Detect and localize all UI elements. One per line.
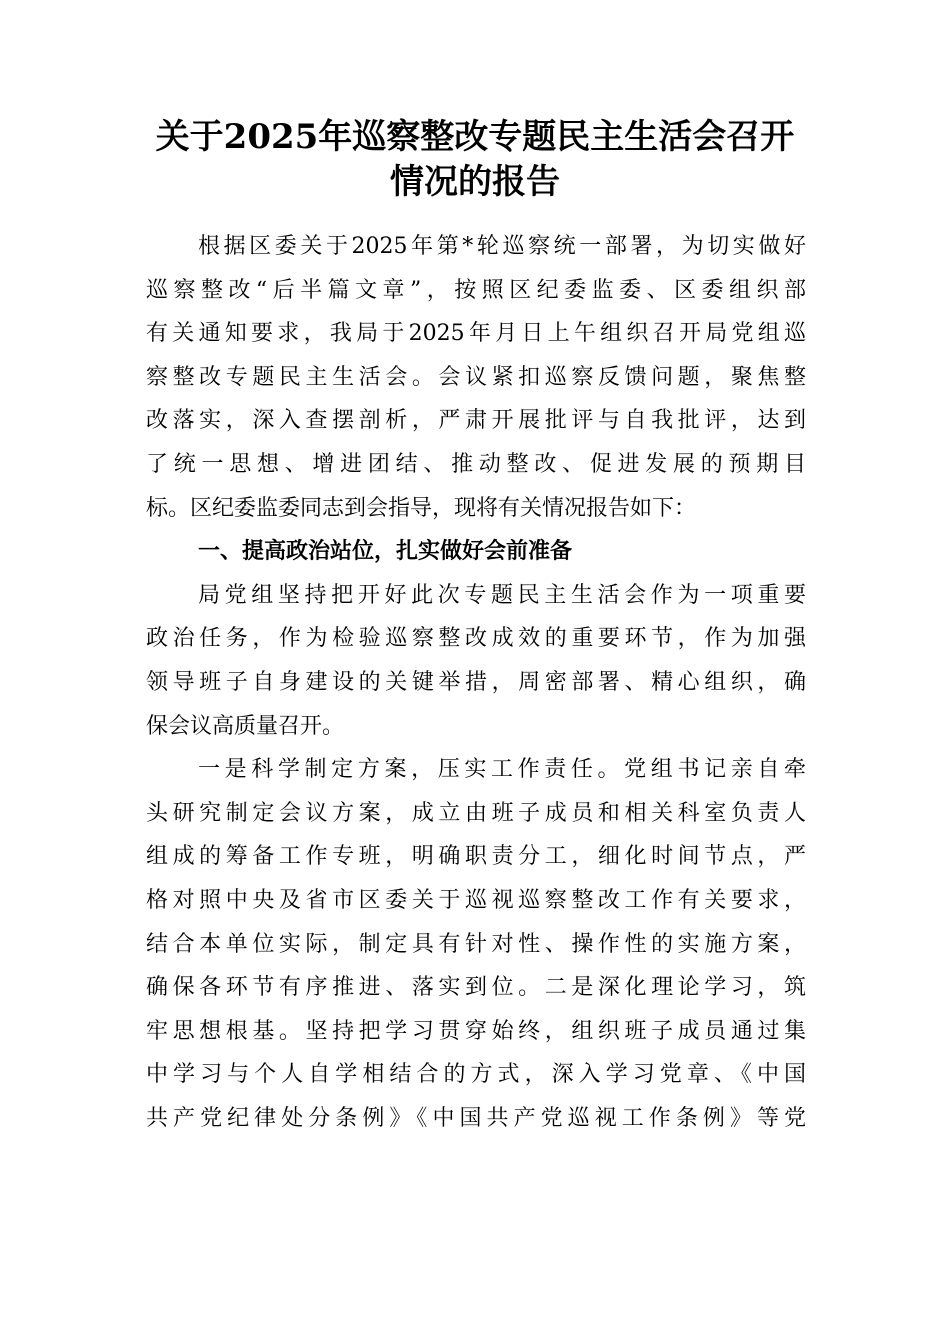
document-body [146,225,806,1140]
body-line: 局党组坚持把开好此次专题民主生活会作为一项重要 [198,582,806,608]
document-title-line-1: 关于2025年巡察整改专题民主生活会召开 [155,117,795,157]
paragraph-section-intro [146,574,806,748]
body-line: 领导班子自身建设的关键举措，周密部署、精心组织，确 [146,669,806,695]
body-line: 有关通知要求，我局于2025年月日上午组织召开局党组巡 [146,321,806,347]
body-line: 保会议高质量召开。 [146,713,345,739]
paragraph-measures [146,748,806,1140]
paragraph-intro [146,225,806,530]
body-line: 确保各环节有序推进、落实到位。二是深化理论学习，筑 [146,975,806,1001]
body-line: 改落实，深入查摆剖析，严肃开展批评与自我批评，达到 [146,408,806,434]
body-line: 了统一思想、增进团结、推动整改、促进发展的预期目 [146,451,806,477]
body-line: 结合本单位实际，制定具有针对性、操作性的实施方案， [146,931,806,957]
body-line: 一是科学制定方案，压实工作责任。党组书记亲自牵 [198,757,806,783]
body-line: 头研究制定会议方案，成立由班子成员和相关科室负责人 [146,800,806,826]
body-line: 共产党纪律处分条例》《中国共产党巡视工作条例》等党 [146,1105,806,1131]
body-line: 察整改专题民主生活会。会议紧扣巡察反馈问题，聚焦整 [146,364,806,390]
body-line: 巡察整改“后半篇文章”，按照区纪委监委、区委组织部 [146,277,806,303]
body-line: 组成的筹备工作专班，明确职责分工，细化时间节点，严 [146,844,806,870]
section-heading: 一、提高政治站位，扎实做好会前准备 [198,539,573,565]
body-line: 政治任务，作为检验巡察整改成效的重要环节，作为加强 [146,626,806,652]
body-line: 根据区委关于2025年第*轮巡察统一部署，为切实做好 [198,234,806,259]
body-line: 格对照中央及省市区委关于巡视巡察整改工作有关要求， [146,887,806,913]
document-title-line-2: 情况的报告 [390,162,560,202]
body-line: 牢思想根基。坚持把学习贯穿始终，组织班子成员通过集 [146,1018,806,1044]
body-line: 标。区纪委监委同志到会指导，现将有关情况报告如下： [146,495,697,521]
body-line: 中学习与个人自学相结合的方式，深入学习党章、《中国 [146,1062,806,1088]
